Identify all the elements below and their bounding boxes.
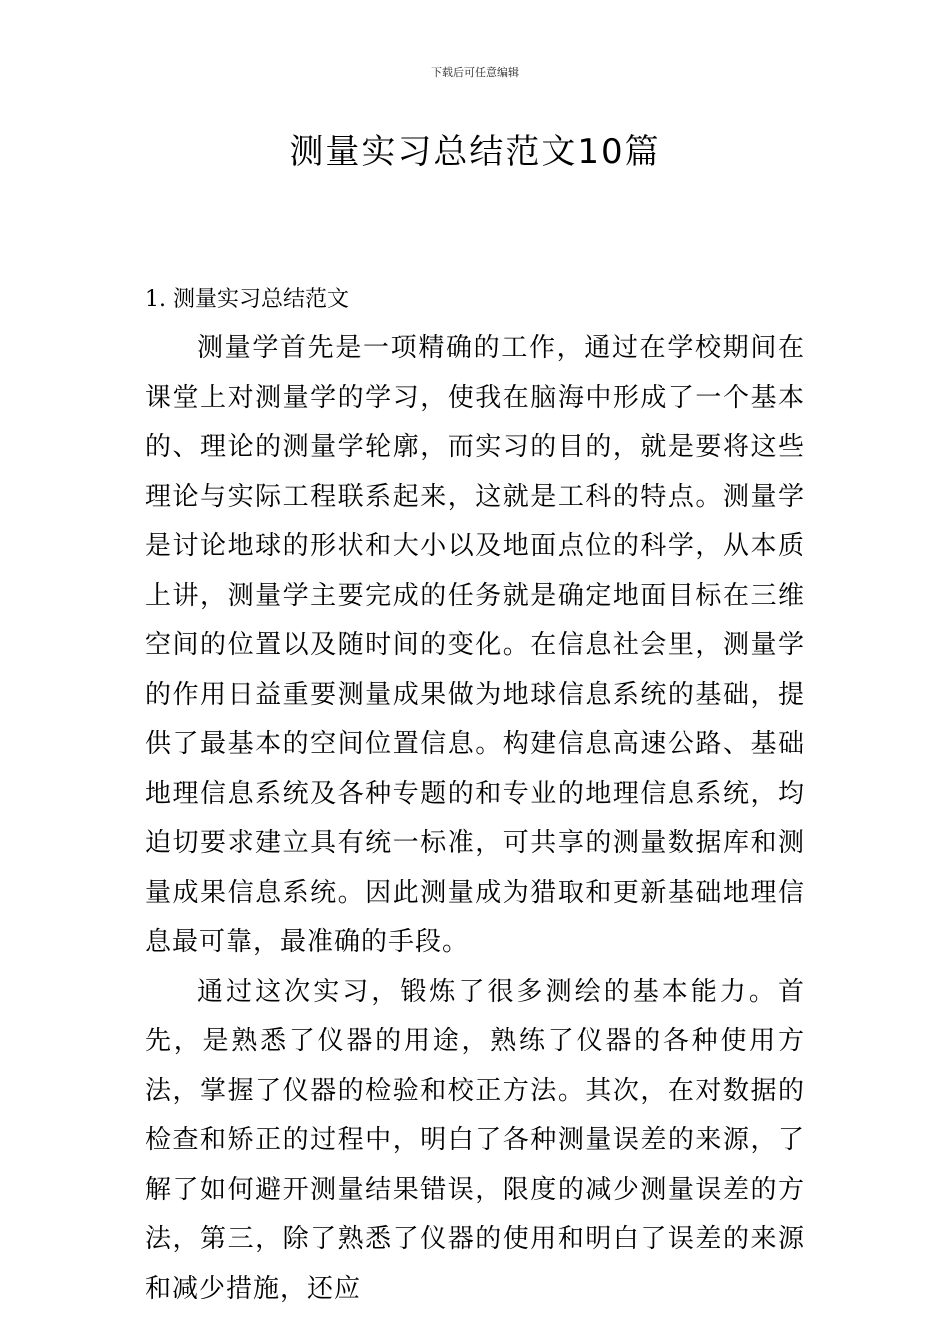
section-heading: 1. 测量实习总结范文 — [145, 287, 349, 312]
header-note: 下载后可任意编辑 — [431, 66, 519, 79]
paragraph-1: 测量学首先是一项精确的工作，通过在学校期间在课堂上对测量学的学习，使我在脑海中形成了一个基本的、理论的测量学轮廓，而实习的目的，就是要将这些理论与实际工程联系起来，这就是工科的特点。测量学是讨论地球的形状和大小以及地面点位的科学，从本质上讲，测量学主要完成的任务就是确定地面目标在三维空间的位置以及随时间的变化。在信息社会里，测量学的作用日益重要测量成果做为地球信息系统的基础，提供了最基本的空间位置信息。构建信息高速公路、基础地理信息系统及各种专题的和专业的地理信息系统，均迫切要求建立具有统一标准，可共享的测量数据库和测量成果信息系统。因此测量成为猎取和更新基础地理信息最可靠，最准确的手段。 — [145, 333, 805, 957]
document-title: 测量实习总结范文10篇 — [289, 132, 661, 172]
paragraph-2: 通过这次实习，锻炼了很多测绘的基本能力。首先，是熟悉了仪器的用途，熟练了仪器的各种使用方法，掌握了仪器的检验和校正方法。其次，在对数据的检查和矫正的过程中，明白了各种测量误差的来源，了解了如何避开测量结果错误，限度的减少测量误差的方法，第三，除了熟悉了仪器的使用和明白了误差的来源和减少措施，还应 — [145, 976, 805, 1304]
document-body — [145, 324, 805, 1314]
